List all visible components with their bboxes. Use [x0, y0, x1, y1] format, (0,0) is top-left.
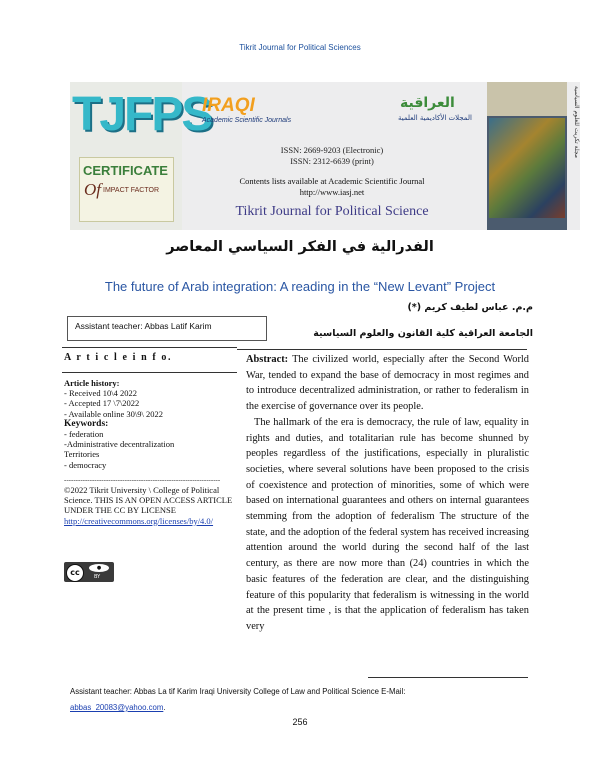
issn-print: ISSN: 2312-6639 (print) [290, 156, 374, 166]
issn-electronic: ISSN: 2669-9203 (Electronic) [280, 145, 384, 155]
journal-cover-art [489, 118, 565, 218]
keyword-item: Territories [64, 449, 100, 460]
arabic-logo: العراقية [400, 95, 455, 111]
abstract [246, 352, 529, 635]
journal-cover-header [487, 82, 567, 116]
footnote-rule [368, 677, 528, 678]
tjfps-logo: TJFPS [72, 88, 212, 141]
divider [237, 349, 527, 350]
history-item: - Accepted 17 \7\2022 [64, 398, 140, 409]
abstract-label: Abstract: [246, 354, 289, 365]
certificate-title: CERTIFICATE [83, 163, 168, 178]
history-item: - Available online 30\9\ 2022 [64, 408, 163, 419]
keyword-item: - federation [64, 429, 104, 440]
by-icon: BY [94, 574, 101, 580]
cc-icon: cc [66, 564, 84, 582]
footnote-period: . [163, 703, 166, 712]
arabic-logo-subtitle: المجلات الأكاديمية العلمية [398, 114, 472, 122]
affiliation-arabic: الجامعة العراقية كلية القانون والعلوم السياسية [313, 328, 533, 339]
journal-url[interactable]: http://www.iasj.net [299, 187, 365, 197]
license-text: ©2022 Tikrit University \ College of Political Science. THIS IS AN OPEN ACCESS ARTICLE UNDER THE CC BY LICENSE [64, 485, 233, 516]
keyword-item: -Administrative decentralization [64, 439, 175, 450]
author-email-link[interactable]: abbas_20083@yahoo.com [70, 703, 164, 712]
article-title-arabic: الفدرالية في الفكر السياسي المعاصر [166, 239, 434, 255]
article-info-heading: A r t i c l e i n f o. [64, 352, 173, 363]
history-item: - Received 10\4 2022 [64, 388, 137, 399]
dashed-divider: ------------------------------------------------------------------- [64, 475, 221, 484]
iraqi-logo: IRAQI [202, 95, 255, 116]
abstract-paragraph: The civilized world, especially after the Second World War, tended to expand the base of democracy in most regimes and to introduce decentralized administration, or rather to federalism in the exercise of governance over its people. [246, 354, 529, 413]
certificate-impact: IMPACT FACTOR [103, 187, 160, 194]
author-english: Assistant teacher: Abbas Latif Karim [75, 321, 212, 331]
keyword-item: - democracy [64, 459, 107, 470]
article-title-english: The future of Arab integration: A reading in the “New Levant” Project [104, 279, 496, 294]
page-number: 256 [292, 717, 308, 727]
divider [62, 372, 237, 373]
contents-line: Contents lists available at Academic Scientific Journal [239, 176, 425, 186]
footnote-text: Assistant teacher: Abbas La tif Karim Iraqi University College of Law and Political Science E-Mail: [70, 687, 406, 696]
history-label: Article history: [64, 378, 120, 388]
journal-name: Tikrit Journal for Political Science [235, 204, 429, 219]
journal-spine-text: مجلة تكريت للعلوم السياسية [573, 86, 580, 158]
article-info [64, 378, 239, 526]
running-title: Tikrit Journal for Political Sciences [239, 43, 361, 52]
license-link[interactable]: http://creativecommons.org/licenses/by/4.0/ [64, 515, 214, 526]
divider [62, 347, 237, 348]
keywords-label: Keywords: [64, 418, 109, 429]
iraqi-logo-subtitle: Academic Scientific Journals [202, 117, 292, 124]
attribution-icon: ● [89, 564, 109, 572]
author-arabic: م.م. عباس لطيف كريم (*) [407, 302, 533, 313]
certificate-of: Of [84, 180, 101, 199]
abstract-paragraph: The hallmark of the era is democracy, the rule of law, equality in rights and duties, and totalitarian rule has become shunned by peoples regardless of the justifications, especially in pluralistic societies, where several solutions have been proposed to the crisis of coexistence and protection of minorities, some of which were based on international guarantees and others on internal guarantees stemming from the adoption of federalism The structure of the state, and the adoption of the federal system has received increasing attention around the world during the second half of the last century, as there are now more than (24) countries in which the basic features of the federation are clear, and the distinguishing feature of this popularity that federalism is witnessing in the world at the present time , is that the application of federalism has taken very [246, 416, 529, 632]
footnote [70, 684, 540, 716]
